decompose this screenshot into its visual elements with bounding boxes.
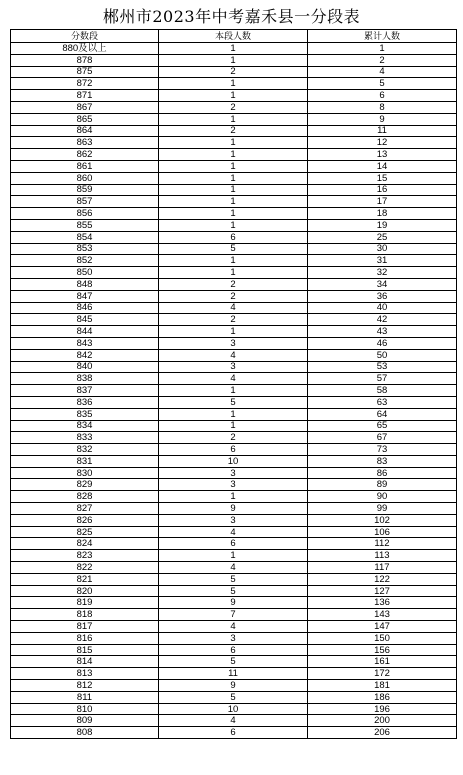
cumulative-cell: 83 [308, 455, 457, 467]
table-row [11, 337, 457, 349]
cumulative-cell: 11 [308, 125, 457, 137]
cumulative-cell: 200 [308, 715, 457, 727]
score-cell: 857 [11, 196, 159, 208]
score-cell: 826 [11, 514, 159, 526]
cumulative-cell: 127 [308, 585, 457, 597]
score-cell: 809 [11, 715, 159, 727]
cumulative-cell: 5 [308, 78, 457, 90]
cumulative-cell: 50 [308, 349, 457, 361]
count-cell: 6 [159, 444, 308, 456]
count-cell: 1 [159, 267, 308, 279]
score-cell: 828 [11, 491, 159, 503]
score-cell: 861 [11, 160, 159, 172]
score-cell: 813 [11, 668, 159, 680]
table-row [11, 314, 457, 326]
table-row [11, 538, 457, 550]
cumulative-cell: 172 [308, 668, 457, 680]
cumulative-cell: 31 [308, 255, 457, 267]
cumulative-cell: 117 [308, 562, 457, 574]
table-row [11, 432, 457, 444]
count-cell: 1 [159, 326, 308, 338]
count-cell: 6 [159, 231, 308, 243]
count-cell: 1 [159, 184, 308, 196]
cumulative-cell: 67 [308, 432, 457, 444]
count-cell: 10 [159, 455, 308, 467]
table-body [11, 43, 457, 739]
table-row [11, 444, 457, 456]
count-cell: 2 [159, 290, 308, 302]
count-cell: 1 [159, 90, 308, 102]
score-cell: 810 [11, 703, 159, 715]
score-cell: 825 [11, 526, 159, 538]
count-cell: 3 [159, 632, 308, 644]
score-cell: 840 [11, 361, 159, 373]
cumulative-cell: 122 [308, 573, 457, 585]
table-row [11, 137, 457, 149]
count-cell: 5 [159, 573, 308, 585]
cumulative-cell: 43 [308, 326, 457, 338]
column-header-cumulative: 累计人数 [308, 30, 457, 43]
score-cell: 856 [11, 208, 159, 220]
cumulative-cell: 99 [308, 503, 457, 515]
count-cell: 1 [159, 113, 308, 125]
count-cell: 9 [159, 597, 308, 609]
count-cell: 4 [159, 526, 308, 538]
score-distribution-table [10, 29, 457, 739]
score-cell: 878 [11, 54, 159, 66]
cumulative-cell: 36 [308, 290, 457, 302]
table-row [11, 420, 457, 432]
score-cell: 811 [11, 691, 159, 703]
score-cell: 863 [11, 137, 159, 149]
count-cell: 1 [159, 78, 308, 90]
cumulative-cell: 63 [308, 396, 457, 408]
table-row [11, 514, 457, 526]
score-cell: 871 [11, 90, 159, 102]
cumulative-cell: 1 [308, 43, 457, 55]
score-cell: 833 [11, 432, 159, 444]
score-cell: 838 [11, 373, 159, 385]
cumulative-cell: 17 [308, 196, 457, 208]
table-row [11, 727, 457, 739]
table-row [11, 196, 457, 208]
count-cell: 2 [159, 101, 308, 113]
score-cell: 819 [11, 597, 159, 609]
table-row [11, 680, 457, 692]
table-row [11, 361, 457, 373]
cumulative-cell: 65 [308, 420, 457, 432]
cumulative-cell: 12 [308, 137, 457, 149]
count-cell: 1 [159, 491, 308, 503]
table-row [11, 408, 457, 420]
count-cell: 1 [159, 255, 308, 267]
cumulative-cell: 161 [308, 656, 457, 668]
score-cell: 864 [11, 125, 159, 137]
count-cell: 3 [159, 514, 308, 526]
page-title: 郴州市2023年中考嘉禾县一分段表 [102, 7, 361, 26]
count-cell: 1 [159, 137, 308, 149]
score-cell: 831 [11, 455, 159, 467]
count-cell: 4 [159, 715, 308, 727]
score-cell: 822 [11, 562, 159, 574]
cumulative-cell: 143 [308, 609, 457, 621]
count-cell: 1 [159, 219, 308, 231]
count-cell: 3 [159, 337, 308, 349]
count-cell: 6 [159, 727, 308, 739]
table-row [11, 172, 457, 184]
cumulative-cell: 46 [308, 337, 457, 349]
cumulative-cell: 8 [308, 101, 457, 113]
cumulative-cell: 196 [308, 703, 457, 715]
table-row [11, 149, 457, 161]
count-cell: 1 [159, 550, 308, 562]
count-cell: 2 [159, 278, 308, 290]
count-cell: 4 [159, 373, 308, 385]
score-cell: 827 [11, 503, 159, 515]
score-cell: 850 [11, 267, 159, 279]
count-cell: 3 [159, 479, 308, 491]
table-row [11, 373, 457, 385]
count-cell: 1 [159, 385, 308, 397]
score-cell: 848 [11, 278, 159, 290]
table-row [11, 632, 457, 644]
count-cell: 1 [159, 149, 308, 161]
cumulative-cell: 113 [308, 550, 457, 562]
count-cell: 11 [159, 668, 308, 680]
cumulative-cell: 136 [308, 597, 457, 609]
score-cell: 844 [11, 326, 159, 338]
count-cell: 2 [159, 432, 308, 444]
cumulative-cell: 156 [308, 644, 457, 656]
count-cell: 6 [159, 538, 308, 550]
score-cell: 814 [11, 656, 159, 668]
cumulative-cell: 34 [308, 278, 457, 290]
cumulative-cell: 147 [308, 621, 457, 633]
cumulative-cell: 64 [308, 408, 457, 420]
score-cell: 875 [11, 66, 159, 78]
cumulative-cell: 150 [308, 632, 457, 644]
table-row [11, 396, 457, 408]
score-cell: 817 [11, 621, 159, 633]
cumulative-cell: 112 [308, 538, 457, 550]
count-cell: 5 [159, 691, 308, 703]
table-row [11, 113, 457, 125]
score-cell: 867 [11, 101, 159, 113]
score-cell: 852 [11, 255, 159, 267]
cumulative-cell: 42 [308, 314, 457, 326]
cumulative-cell: 15 [308, 172, 457, 184]
cumulative-cell: 73 [308, 444, 457, 456]
count-cell: 1 [159, 54, 308, 66]
table-row [11, 597, 457, 609]
score-cell: 816 [11, 632, 159, 644]
score-cell: 808 [11, 727, 159, 739]
count-cell: 5 [159, 243, 308, 255]
cumulative-cell: 16 [308, 184, 457, 196]
table-row [11, 267, 457, 279]
score-cell: 812 [11, 680, 159, 692]
score-cell: 821 [11, 573, 159, 585]
count-cell: 4 [159, 621, 308, 633]
score-cell: 843 [11, 337, 159, 349]
score-cell: 820 [11, 585, 159, 597]
table-row [11, 585, 457, 597]
cumulative-cell: 186 [308, 691, 457, 703]
table-row [11, 609, 457, 621]
count-cell: 1 [159, 420, 308, 432]
table-row [11, 550, 457, 562]
score-cell: 846 [11, 302, 159, 314]
cumulative-cell: 58 [308, 385, 457, 397]
score-cell: 815 [11, 644, 159, 656]
cumulative-cell: 206 [308, 727, 457, 739]
table-header-row [11, 30, 457, 43]
table-row [11, 349, 457, 361]
count-cell: 7 [159, 609, 308, 621]
count-cell: 5 [159, 396, 308, 408]
cumulative-cell: 53 [308, 361, 457, 373]
cumulative-cell: 40 [308, 302, 457, 314]
table-row [11, 503, 457, 515]
table-row [11, 243, 457, 255]
column-header-count: 本段人数 [159, 30, 308, 43]
count-cell: 5 [159, 656, 308, 668]
cumulative-cell: 32 [308, 267, 457, 279]
score-cell: 872 [11, 78, 159, 90]
table-row [11, 208, 457, 220]
table-row [11, 78, 457, 90]
table-row [11, 691, 457, 703]
cumulative-cell: 2 [308, 54, 457, 66]
table-row [11, 562, 457, 574]
cumulative-cell: 30 [308, 243, 457, 255]
cumulative-cell: 106 [308, 526, 457, 538]
cumulative-cell: 6 [308, 90, 457, 102]
score-cell: 837 [11, 385, 159, 397]
count-cell: 3 [159, 467, 308, 479]
cumulative-cell: 181 [308, 680, 457, 692]
cumulative-cell: 18 [308, 208, 457, 220]
table-row [11, 715, 457, 727]
count-cell: 1 [159, 196, 308, 208]
count-cell: 1 [159, 43, 308, 55]
table-row [11, 66, 457, 78]
score-cell: 854 [11, 231, 159, 243]
table-row [11, 644, 457, 656]
count-cell: 9 [159, 503, 308, 515]
table-row [11, 326, 457, 338]
score-cell: 824 [11, 538, 159, 550]
table-row [11, 125, 457, 137]
table-row [11, 467, 457, 479]
score-cell: 834 [11, 420, 159, 432]
cumulative-cell: 4 [308, 66, 457, 78]
cumulative-cell: 86 [308, 467, 457, 479]
score-cell: 842 [11, 349, 159, 361]
table-row [11, 302, 457, 314]
table-row [11, 278, 457, 290]
table-row [11, 656, 457, 668]
count-cell: 1 [159, 208, 308, 220]
score-cell: 855 [11, 219, 159, 231]
cumulative-cell: 57 [308, 373, 457, 385]
table-row [11, 184, 457, 196]
cumulative-cell: 13 [308, 149, 457, 161]
score-cell: 845 [11, 314, 159, 326]
score-cell: 860 [11, 172, 159, 184]
table-row [11, 90, 457, 102]
score-cell: 836 [11, 396, 159, 408]
count-cell: 4 [159, 302, 308, 314]
score-cell: 847 [11, 290, 159, 302]
table-row [11, 160, 457, 172]
table-row [11, 219, 457, 231]
table-row [11, 43, 457, 55]
cumulative-cell: 25 [308, 231, 457, 243]
table-row [11, 526, 457, 538]
cumulative-cell: 19 [308, 219, 457, 231]
table-row [11, 703, 457, 715]
count-cell: 2 [159, 314, 308, 326]
score-cell: 853 [11, 243, 159, 255]
cumulative-cell: 14 [308, 160, 457, 172]
cumulative-cell: 9 [308, 113, 457, 125]
cumulative-cell: 89 [308, 479, 457, 491]
count-cell: 6 [159, 644, 308, 656]
table-row [11, 491, 457, 503]
score-cell: 880及以上 [11, 43, 159, 55]
score-cell: 862 [11, 149, 159, 161]
column-header-score: 分数段 [11, 30, 159, 43]
cumulative-cell: 90 [308, 491, 457, 503]
table-row [11, 621, 457, 633]
count-cell: 5 [159, 585, 308, 597]
count-cell: 4 [159, 349, 308, 361]
count-cell: 4 [159, 562, 308, 574]
score-cell: 829 [11, 479, 159, 491]
score-cell: 832 [11, 444, 159, 456]
count-cell: 1 [159, 408, 308, 420]
count-cell: 1 [159, 172, 308, 184]
score-cell: 830 [11, 467, 159, 479]
table-row [11, 255, 457, 267]
score-cell: 865 [11, 113, 159, 125]
table-row [11, 231, 457, 243]
table-row [11, 54, 457, 66]
count-cell: 2 [159, 125, 308, 137]
count-cell: 10 [159, 703, 308, 715]
count-cell: 2 [159, 66, 308, 78]
score-cell: 835 [11, 408, 159, 420]
table-row [11, 290, 457, 302]
cumulative-cell: 102 [308, 514, 457, 526]
count-cell: 1 [159, 160, 308, 172]
score-cell: 823 [11, 550, 159, 562]
table-row [11, 455, 457, 467]
score-cell: 859 [11, 184, 159, 196]
table-row [11, 101, 457, 113]
table-row [11, 573, 457, 585]
table-row [11, 668, 457, 680]
count-cell: 9 [159, 680, 308, 692]
table-row [11, 385, 457, 397]
score-cell: 818 [11, 609, 159, 621]
count-cell: 3 [159, 361, 308, 373]
table-row [11, 479, 457, 491]
